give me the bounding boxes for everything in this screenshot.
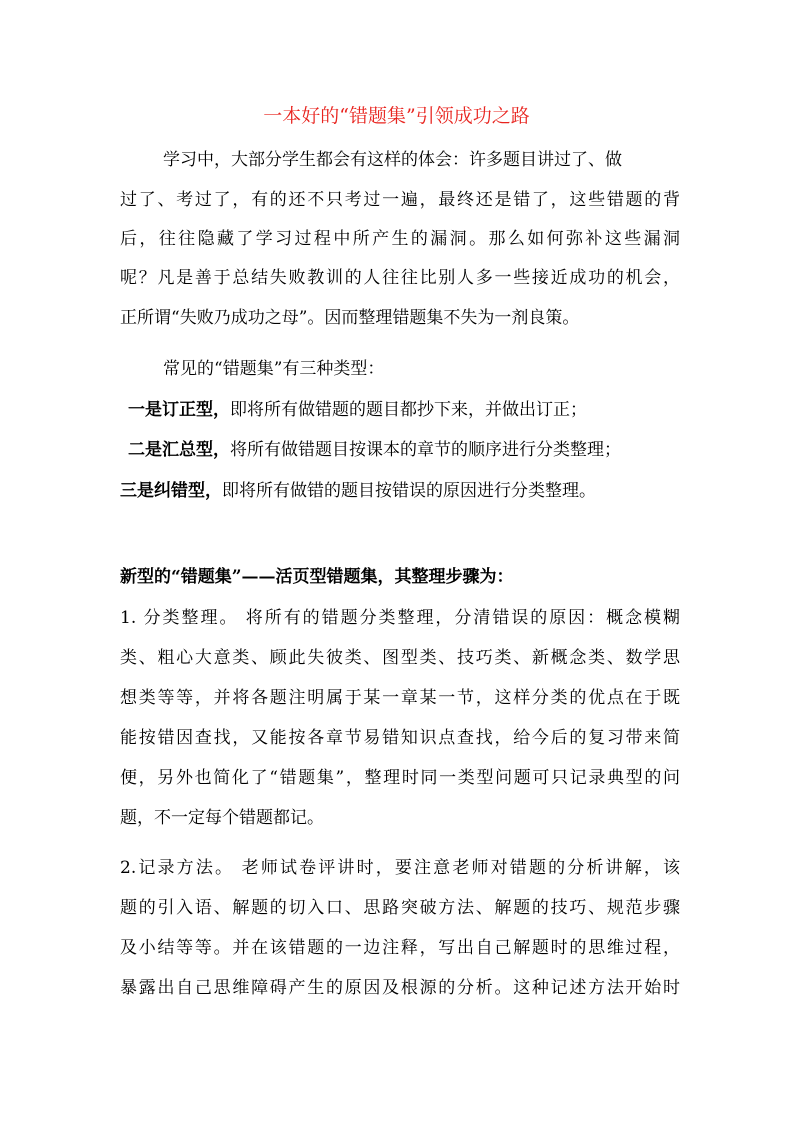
- types-intro: 常见的“错题集”有三种类型：: [163, 359, 385, 379]
- step1-line: 想类等等，并将各题注明属于某一章某一节，这样分类的优点在于既: [120, 688, 680, 708]
- step2-line: 及小结等等。并在该错题的一边注释，写出自己解题时的思维过程，: [120, 938, 680, 958]
- step1-line: 便，另外也简化了“错题集”，整理时同一类型问题可只记录典型的问: [120, 768, 680, 788]
- type-description: 将所有做错题目按课本的章节的顺序进行分类整理；: [230, 440, 621, 460]
- intro-line: 过了、考过了，有的还不只考过一遍，最终还是错了，这些错题的背: [120, 190, 680, 210]
- type-item: [128, 437, 688, 463]
- type-item: [120, 478, 680, 504]
- intro-line: 呢？凡是善于总结失败教训的人往往比别人多一些接近成功的机会，: [120, 268, 680, 288]
- intro-line: 后，往往隐藏了学习过程中所产生的漏洞。那么如何弥补这些漏洞: [120, 229, 680, 249]
- type-description: 即将所有做错的题目按错误的原因进行分类整理。: [222, 481, 596, 501]
- step2-line: 暴露出自己思维障碍产生的原因及根源的分析。这种记述方法开始时: [120, 978, 680, 998]
- step1-line: 类、粗心大意类、顾此失彼类、图型类、技巧类、新概念类、数学思: [120, 648, 680, 668]
- document-title: 一本好的“错题集”引领成功之路: [263, 105, 530, 127]
- type-label: 三是纠错型，: [120, 481, 222, 501]
- section-heading: 新型的“错题集”——活页型错题集，其整理步骤为：: [120, 567, 514, 587]
- step1-line: 1. 分类整理。 将所有的错题分类整理，分清错误的原因：概念模糊: [120, 608, 680, 628]
- step2-line: 题的引入语、解题的切入口、思路突破方法、解题的技巧、规范步骤: [120, 898, 680, 918]
- type-description: 即将所有做错题的题目都抄下来，并做出订正；: [230, 400, 587, 420]
- step1-line: 题，不一定每个错题都记。: [120, 808, 324, 828]
- type-label: 二是汇总型，: [128, 440, 230, 460]
- type-label: 一是订正型，: [128, 400, 230, 420]
- intro-line: 学习中，大部分学生都会有这样的体会：许多题目讲过了、做: [163, 150, 622, 170]
- intro-line: 正所谓“失败乃成功之母”。因而整理错题集不失为一剂良策。: [120, 308, 580, 328]
- step2-line: 2.记录方法。 老师试卷评讲时，要注意老师对错题的分析讲解，该: [120, 858, 680, 878]
- step1-line: 能按错因查找，又能按各章节易错知识点查找，给今后的复习带来简: [120, 728, 680, 748]
- type-item: [128, 397, 688, 423]
